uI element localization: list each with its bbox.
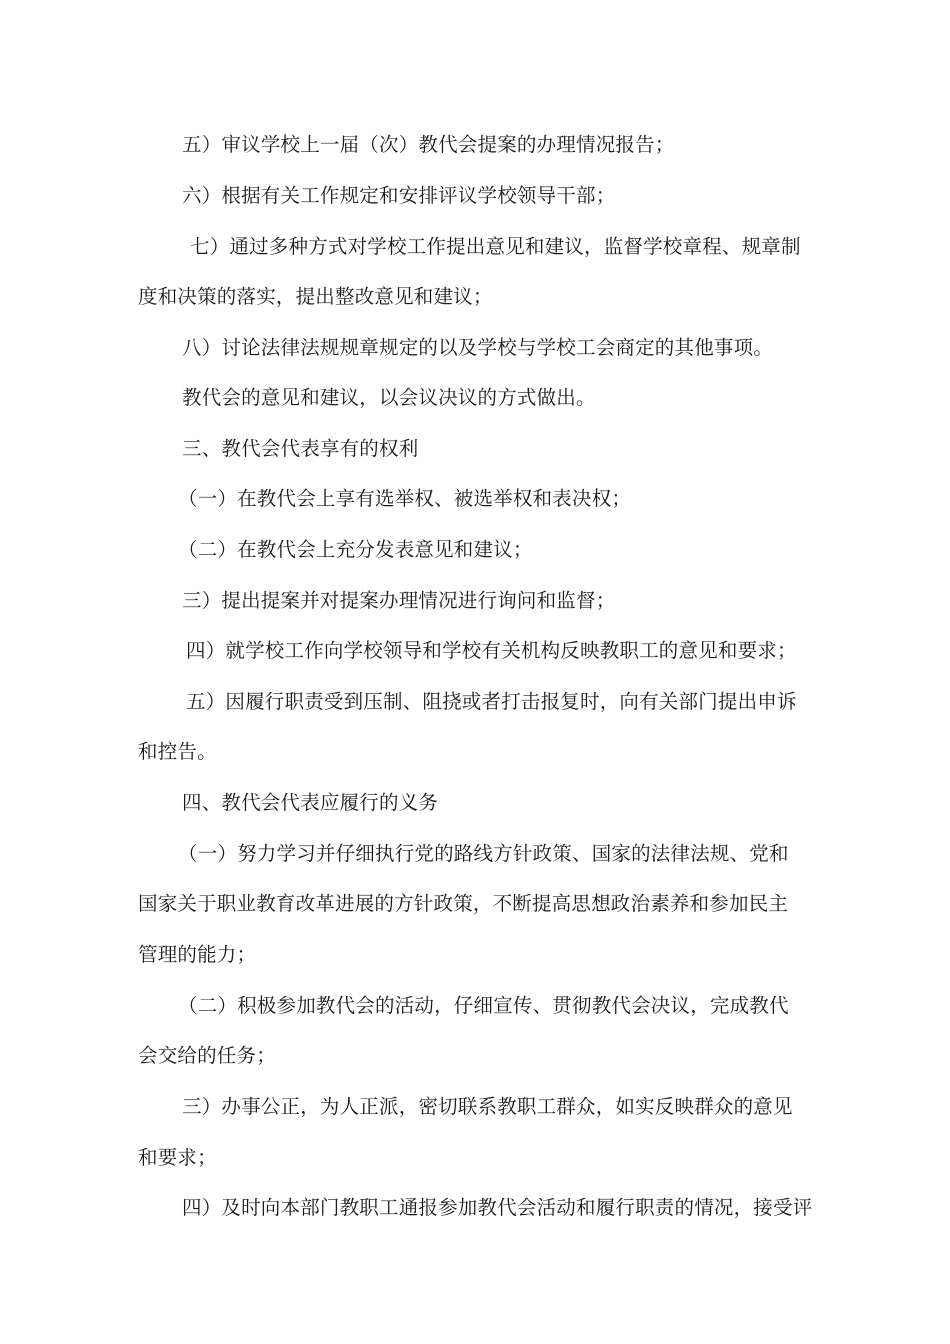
text-line: 四）及时向本部门教职工通报参加教代会活动和履行职责的情况，接受评 xyxy=(182,1196,813,1219)
text-line: 和控告。 xyxy=(138,740,217,763)
text-line: 三）办事公正，为人正派，密切联系教职工群众，如实反映群众的意见 xyxy=(182,1095,793,1118)
text-line: 五）审议学校上一届（次）教代会提案的办理情况报告； xyxy=(182,133,675,156)
text-line: 三）提出提案并对提案办理情况进行询问和监督； xyxy=(182,589,616,612)
text-line: （一）在教代会上享有选举权、被选举权和表决权； xyxy=(178,487,632,510)
text-line: （一）努力学习并仔细执行党的路线方针政策、国家的法律法规、党和 xyxy=(178,842,789,865)
text-line: 八）讨论法律法规规章规定的以及学校与学校工会商定的其他事项。 xyxy=(182,336,774,359)
text-line: 七）通过多种方式对学校工作提出意见和建议，监督学校章程、规章制 xyxy=(190,235,801,258)
text-line: 国家关于职业教育改革进展的方针政策，不断提高思想政治素养和参加民主 xyxy=(138,892,789,915)
text-line: 和要求； xyxy=(138,1146,217,1169)
text-line: （二）积极参加教代会的活动，仔细宣传、贯彻教代会决议，完成教代 xyxy=(178,994,789,1017)
text-line: 教代会的意见和建议，以会议决议的方式做出。 xyxy=(182,386,596,409)
text-line: 六）根据有关工作规定和安排评议学校领导干部； xyxy=(182,184,616,207)
text-line: 会交给的任务； xyxy=(138,1044,276,1067)
section-heading: 四、教代会代表应履行的义务 xyxy=(182,791,439,814)
section-heading: 三、教代会代表享有的权利 xyxy=(182,437,419,460)
text-line: 度和决策的落实，提出整改意见和建议； xyxy=(138,285,493,308)
text-line: （二）在教代会上充分发表意见和建议； xyxy=(178,538,533,561)
text-line: 管理的能力； xyxy=(138,943,257,966)
text-line: 四）就学校工作向学校领导和学校有关机构反映教职工的意见和要求； xyxy=(186,639,797,662)
text-line: 五）因履行职责受到压制、阻挠或者打击报复时，向有关部门提出申诉 xyxy=(186,690,797,713)
